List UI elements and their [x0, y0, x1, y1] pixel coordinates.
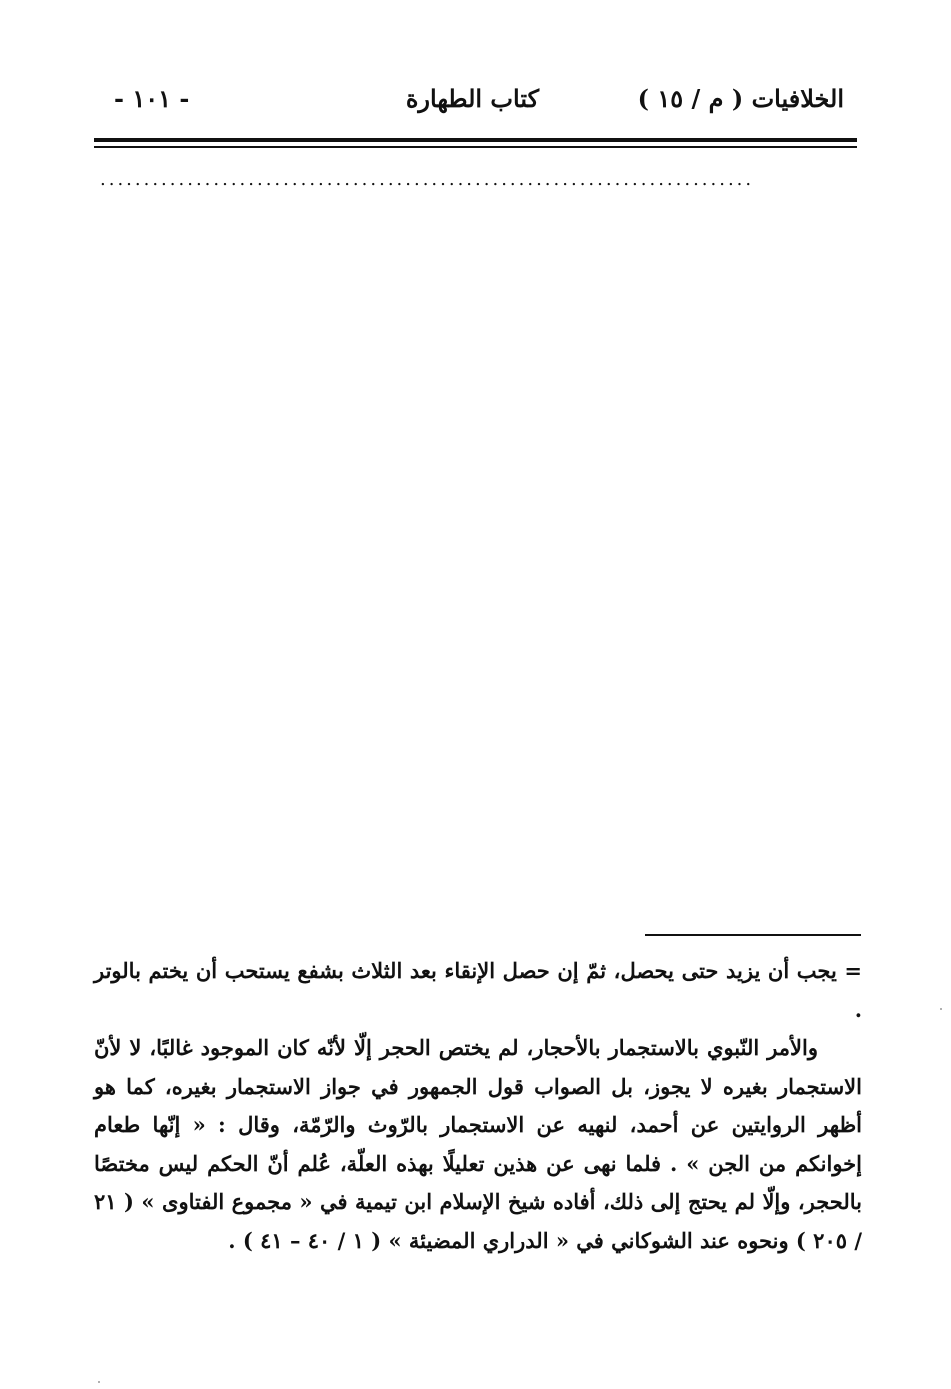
scan-speck	[940, 1008, 942, 1010]
footnote-rule	[645, 934, 861, 936]
page-number: - ١٠١ -	[114, 84, 190, 113]
section-title: كتاب الطهارة	[405, 84, 539, 113]
header-rule-thin	[94, 146, 857, 148]
header-rule-thick	[94, 138, 857, 142]
footnote-paragraph-2: والأمر النّبوي بالاستجمار بالأحجار، لم يختص الحجر إلّا لأنّه كان الموجود غالبًا، لا لأنّ الاستجمار بغيره لا يجوز، بل الصواب قول الجمهور في جواز الاستجمار بغيره، كما هو أظهر الروايتين عن أحمد، لنهيه عن الاستجمار بالرّوث والرّمّة، وقال : « إنّها طعام إخوانكم من الجن » . فلما نهى عن هذين تعليلًا بهذه العلّة، عُلم أنّ الحكم ليس مختصًا بالحجر، وإلّا لم يحتج إلى ذلك، أفاده شيخ الإسلام ابن تيمية في « مجموع الفتاوى » ( ٢١ / ٢٠٥ ) ونحوه عند الشوكاني في « الدراري المضيئة » ( ١ / ٤٠ – ٤١ ) .	[94, 1035, 862, 1253]
footnote-block	[94, 952, 862, 1260]
footnote-paragraph-1: = يجب أن يزيد حتى يحصل، ثمّ إن حصل الإنقاء بعد الثلاث بشفع يستحب أن يختم بالوتر .	[94, 958, 862, 1022]
dotted-separator: ...........................................................................	[100, 170, 755, 190]
book-title: الخلافيات ( م / ١٥ )	[637, 84, 844, 113]
scan-speck	[98, 1381, 100, 1383]
running-header	[92, 78, 844, 122]
